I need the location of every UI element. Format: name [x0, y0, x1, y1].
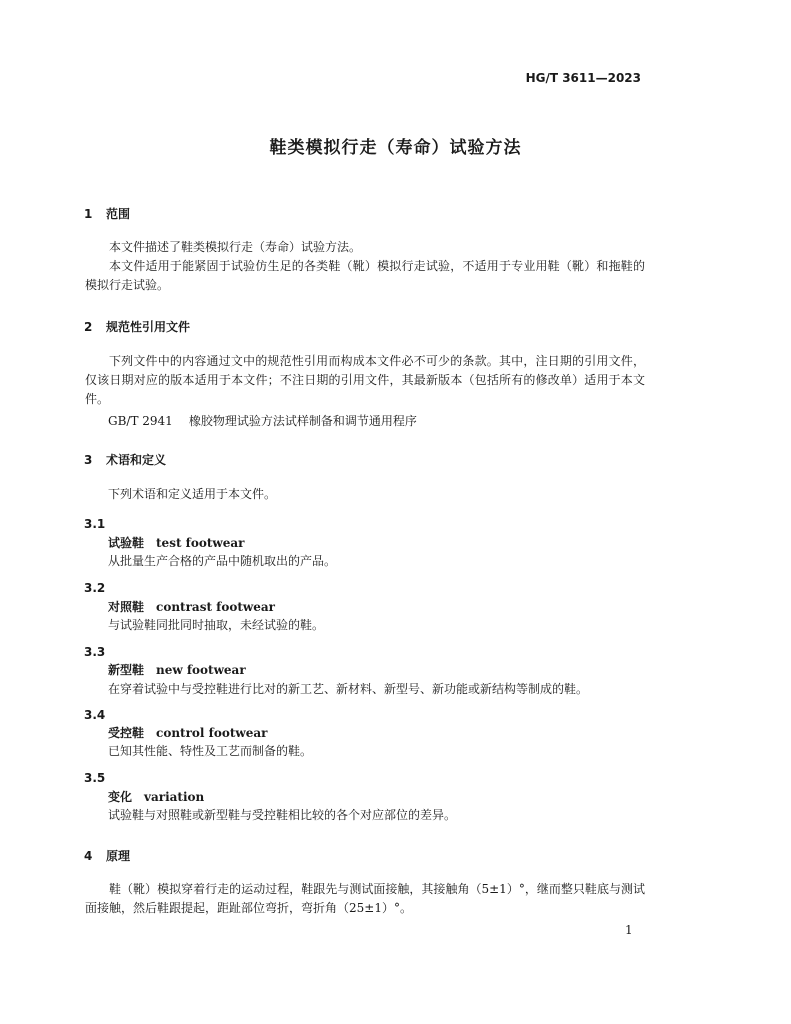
term-name-en: new footwear — [156, 663, 246, 677]
term-number: 3.1 — [84, 517, 106, 531]
section-title: 规范性引用文件 — [106, 320, 191, 334]
term-name-en: test footwear — [156, 536, 245, 550]
term-number: 3.5 — [84, 771, 106, 785]
paragraph: 本文件适用于能紧固于试验仿生足的各类鞋（靴）模拟行走试验，不适用于专业用鞋（靴）和拖鞋的模拟行走试验。 — [85, 259, 645, 292]
section-number: 2 — [84, 320, 93, 334]
term-name — [108, 534, 244, 551]
standard-code: HG/T 3611—2023 — [525, 71, 641, 85]
term-name-en: control footwear — [156, 726, 268, 740]
normative-reference — [108, 413, 417, 429]
reference-code: GB/T 2941 — [108, 414, 173, 428]
section-title: 原理 — [106, 849, 131, 863]
term-definition: 在穿着试验中与受控鞋进行比对的新工艺、新材料、新型号、新功能或新结构等制成的鞋。 — [108, 682, 589, 696]
term-definition: 与试验鞋同批同时抽取，未经试验的鞋。 — [108, 618, 325, 632]
paragraph: 下列文件中的内容通过文中的规范性引用而构成本文件必不可少的条款。其中，注日期的引用文件，仅该日期对应的版本适用于本文件；不注日期的引用文件，其最新版本（包括所有的修改单）适用于本文件。 — [85, 354, 645, 406]
section-4-heading — [84, 847, 130, 864]
section-number: 4 — [84, 849, 93, 863]
term-name — [108, 661, 246, 678]
term-definition: 已知其性能、特性及工艺而制备的鞋。 — [108, 744, 313, 758]
section-1-heading — [84, 205, 130, 222]
term-name — [108, 724, 267, 741]
section-3-heading — [84, 451, 166, 468]
term-number: 3.3 — [84, 645, 106, 659]
section-title: 范围 — [106, 207, 131, 221]
terms-intro: 下列术语和定义适用于本文件。 — [108, 487, 277, 501]
section-title: 术语和定义 — [106, 453, 167, 467]
paragraph: 本文件描述了鞋类模拟行走（寿命）试验方法。 — [109, 240, 362, 254]
paragraph: 鞋（靴）模拟穿着行走的运动过程，鞋跟先与测试面接触，其接触角（5±1）°，继而整只鞋底与测试面接触，然后鞋跟提起，距趾部位弯折，弯折角（25±1）°。 — [85, 882, 645, 915]
term-definition: 试验鞋与对照鞋或新型鞋与受控鞋相比较的各个对应部位的差异。 — [108, 808, 457, 822]
term-name-zh: 试验鞋 — [108, 536, 145, 550]
term-name-zh: 受控鞋 — [108, 726, 145, 740]
term-number: 3.2 — [84, 581, 106, 595]
reference-title: 橡胶物理试验方法试样制备和调节通用程序 — [188, 414, 417, 428]
term-name-en: variation — [144, 790, 205, 804]
term-number: 3.4 — [84, 708, 106, 722]
term-name — [108, 598, 275, 615]
term-name-en: contrast footwear — [156, 600, 275, 614]
term-name — [108, 788, 204, 805]
section-number: 3 — [84, 453, 93, 467]
section-2-heading — [84, 318, 190, 335]
page-number: 1 — [625, 923, 633, 937]
term-definition: 从批量生产合格的产品中随机取出的产品。 — [108, 554, 337, 568]
term-name-zh: 变化 — [108, 790, 133, 804]
term-name-zh: 新型鞋 — [108, 663, 145, 677]
section-number: 1 — [84, 207, 93, 221]
term-name-zh: 对照鞋 — [108, 600, 145, 614]
document-title: 鞋类模拟行走（寿命）试验方法 — [269, 138, 522, 158]
